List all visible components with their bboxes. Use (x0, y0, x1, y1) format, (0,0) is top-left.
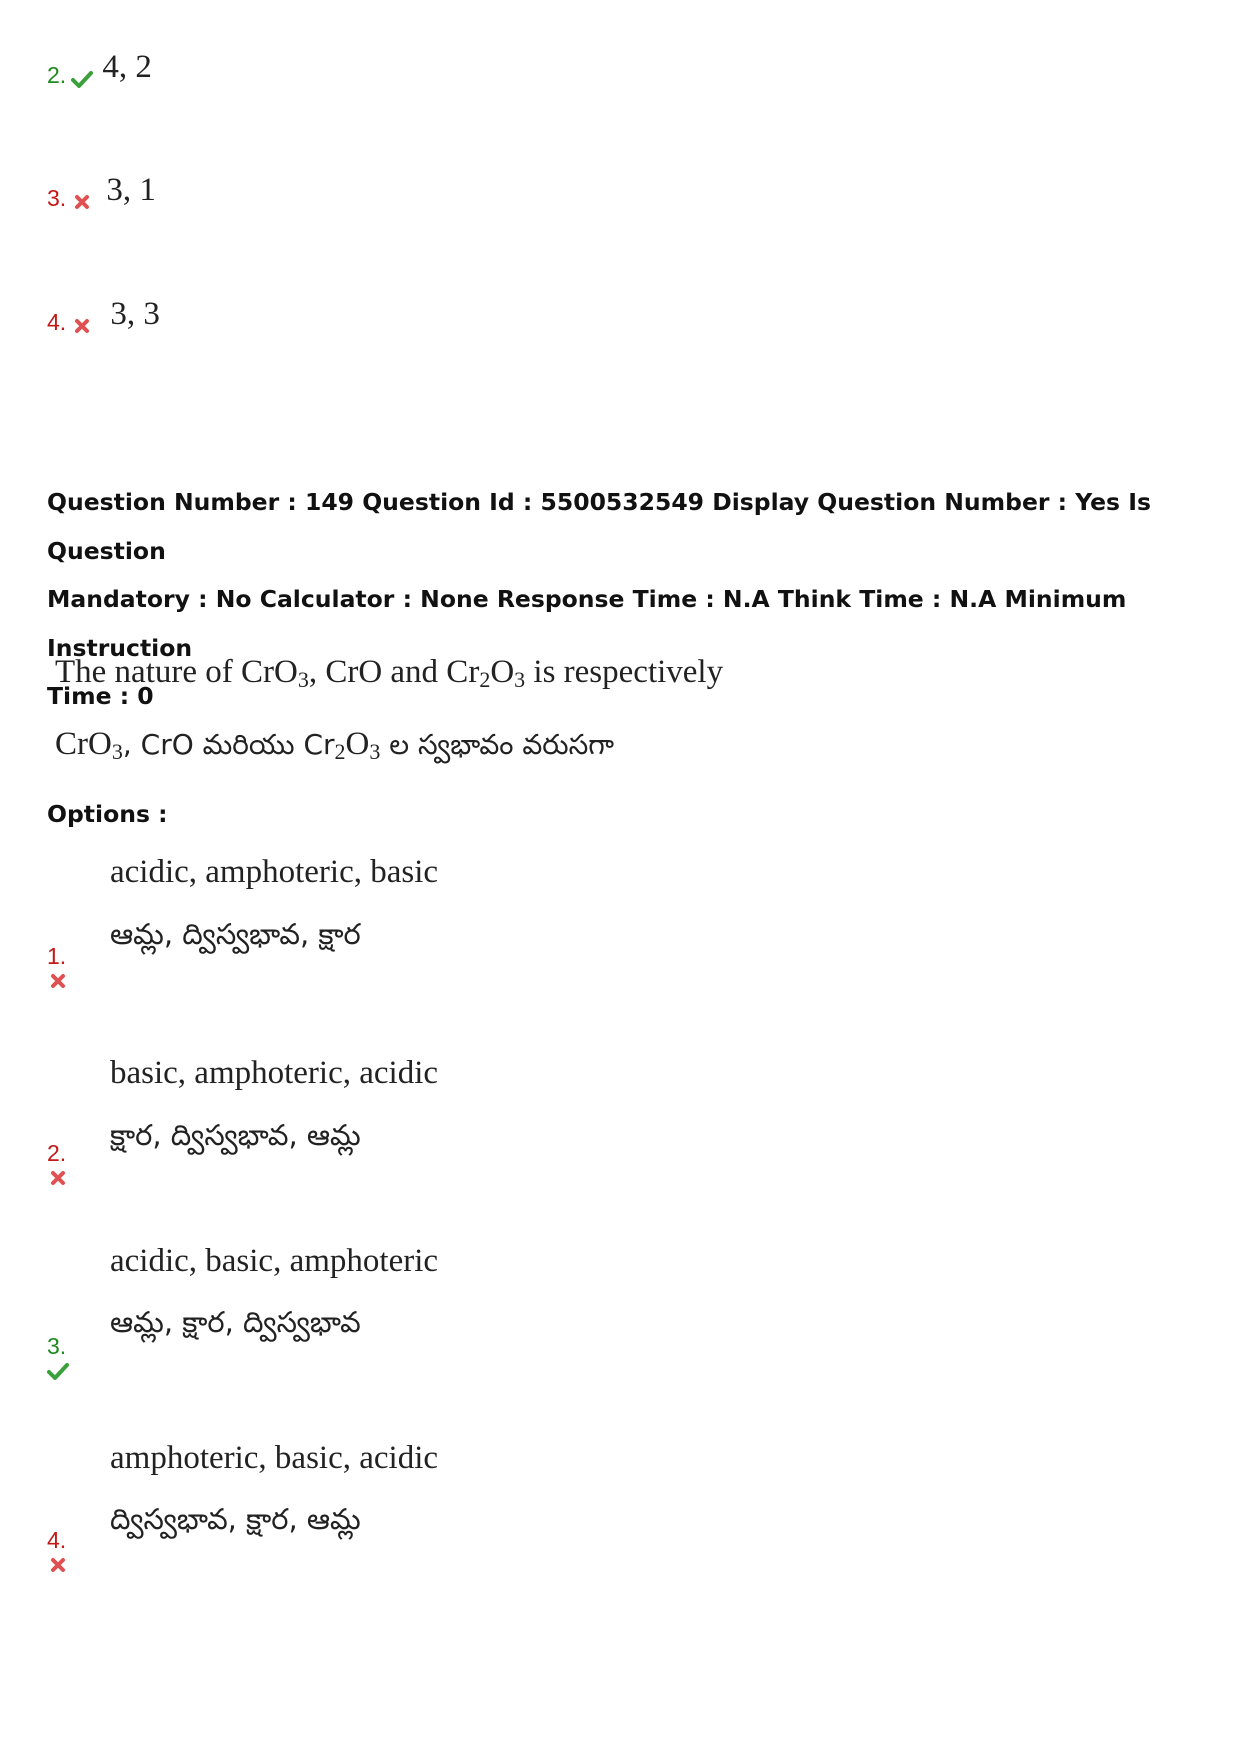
option-text-telugu: ద్విస్వభావ, క్షార, ఆమ్ల (110, 1502, 361, 1536)
options-label: Options : (47, 800, 168, 828)
option-number: 2. (47, 1140, 67, 1166)
option-marker (47, 1333, 69, 1382)
option-value: 3, 3 (110, 296, 160, 332)
option-marker (47, 1527, 69, 1576)
option-number: 3. (47, 1333, 67, 1359)
option-number: 2. (47, 62, 67, 88)
option-text-telugu: క్షార, ద్విస్వభావ, ఆమ్ల (110, 1118, 361, 1152)
option-number: 1. (47, 943, 67, 969)
prev-option-4 (47, 296, 160, 339)
option-text-english: acidic, basic, amphoteric (110, 1243, 439, 1279)
cross-icon (71, 191, 93, 213)
option-value: 4, 2 (102, 49, 152, 85)
option-number: 4. (47, 309, 67, 335)
option-text-telugu: ఆమ్ల, క్షార, ద్విస్వభావ (110, 1305, 361, 1339)
cross-icon (47, 1554, 69, 1576)
check-icon (71, 68, 93, 90)
cross-icon (47, 1167, 69, 1189)
option-text-english: amphoteric, basic, acidic (110, 1440, 439, 1476)
meta-line: Mandatory : No Calculator : None Response Time : N.A Think Time : N.A Minimum Instruction (47, 585, 1127, 662)
question-text-telugu: CrO$_3$, CrO మరియు $Cr_2O_3$ ల స్వభావం వరుసగా (55, 726, 615, 764)
prev-option-3 (47, 172, 156, 215)
option-number: 4. (47, 1527, 67, 1553)
prev-option-2 (47, 49, 152, 92)
option-marker (47, 1140, 69, 1189)
question-text-english: The nature of CrO$_3$, CrO and $Cr_2O_3$ is respectively (55, 654, 724, 692)
cross-icon (47, 970, 69, 992)
check-icon (47, 1360, 69, 1382)
meta-line: Question Number : 149 Question Id : 5500532549 Display Question Number : Yes Is Question (47, 488, 1151, 565)
option-number: 3. (47, 185, 67, 211)
option-marker (47, 943, 69, 992)
option-text-english: basic, amphoteric, acidic (110, 1055, 439, 1091)
meta-line: Time : 0 (47, 682, 154, 710)
option-value: 3, 1 (106, 172, 156, 208)
option-text-telugu: ఆమ్ల, ద్విస్వభావ, క్షార (110, 917, 361, 951)
cross-icon (71, 315, 93, 337)
option-text-english: acidic, amphoteric, basic (110, 854, 439, 890)
